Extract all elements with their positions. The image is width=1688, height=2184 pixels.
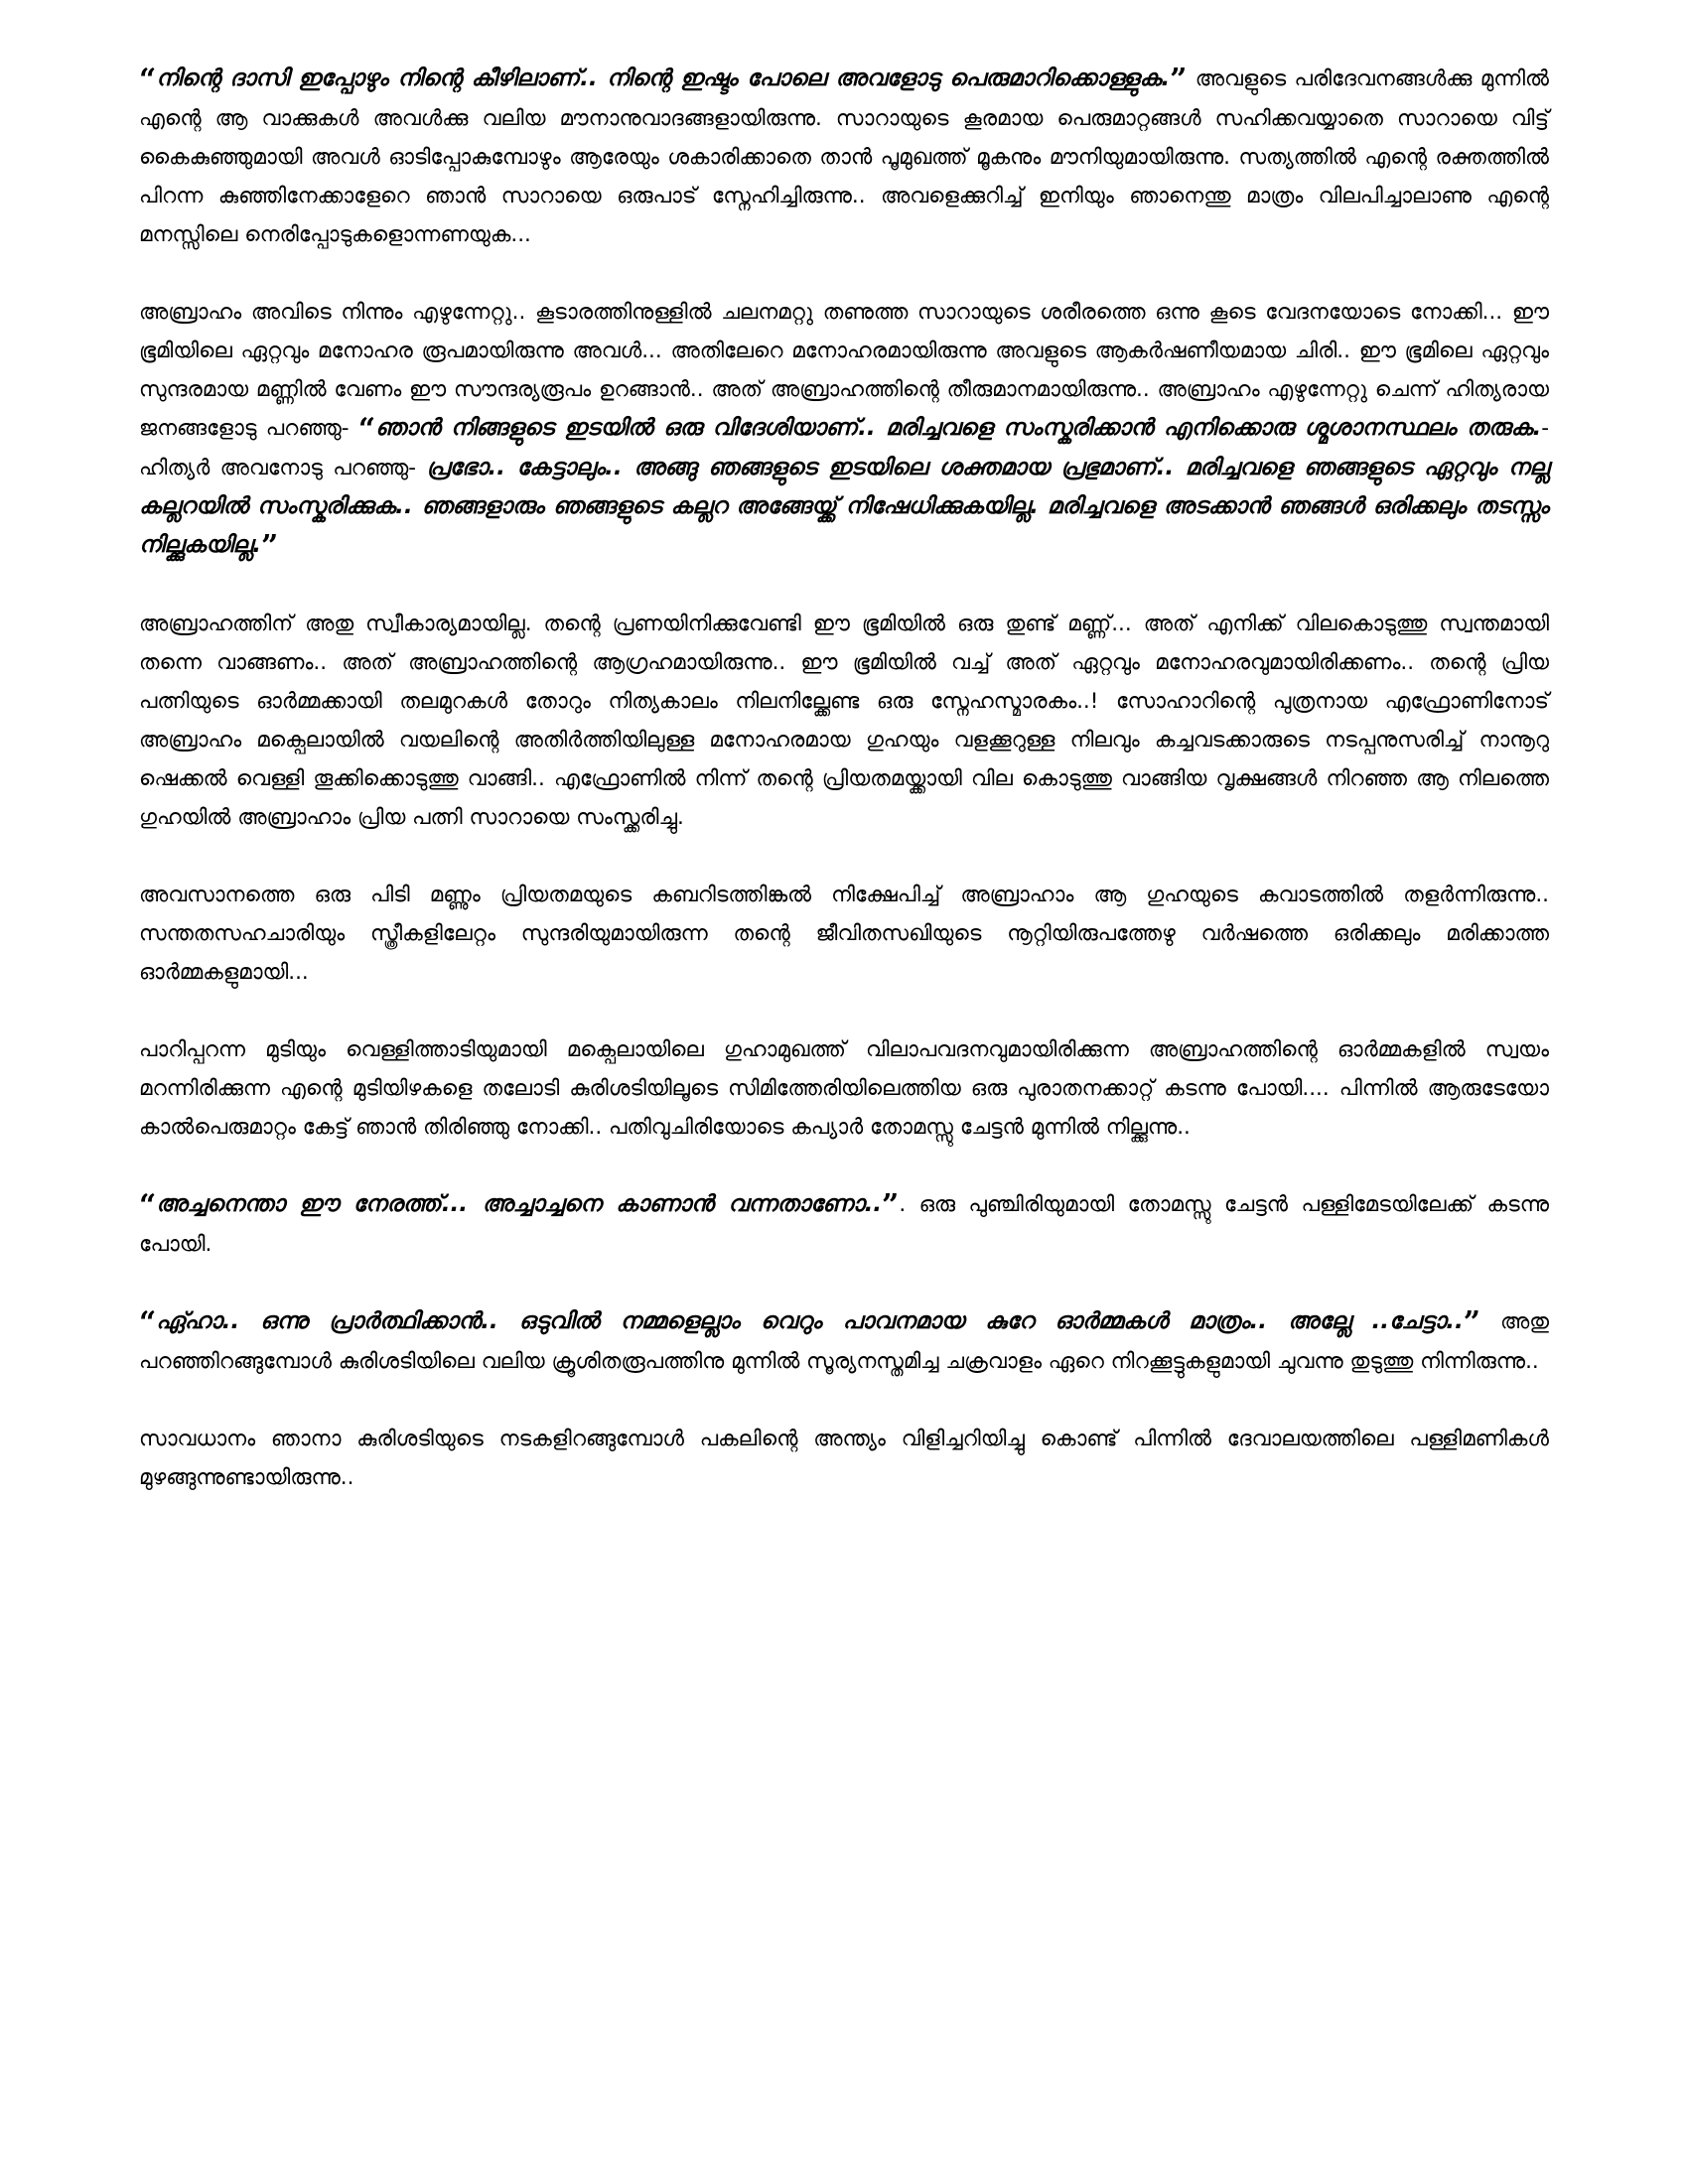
quoted-speech: പ്രഭോ.. കേട്ടാലും.. അങ്ങു ഞങ്ങളുടെ ഇടയിലെ ശക്തമായ പ്രഭുമാണ്.. മരിച്ചവളെ ഞങ്ങളുടെ ഏറ്റവും നല്ല കല്ലറയിൽ സംസ്കരിക്കുക.. ഞങ്ങളാരും ഞങ്ങളുടെ കല്ലറ അങ്ങേയ്ക്ക് നിഷേധിക്കുകയില്ല. മരിച്ചവളെ അടക്കാൻ ഞങ്ങൾ ഒരിക്കലും തടസ്സം നില്ക്കുകയില്ല. xyxy=(139,455,1549,558)
quoted-speech: അച്ചനെന്താ ഈ നേരത്ത്... അച്ചാച്ചനെ കാണാൻ വന്നതാണോ.. xyxy=(156,1191,883,1217)
paragraph-text: സാവധാനം ഞാനാ കുരിശടിയുടെ നടകളിറങ്ങുമ്പോൾ പകലിന്റെ അന്ത്യം വിളിച്ചറിയിച്ചു കൊണ്ട് പിന്നിൽ ദേവാലയത്തിലെ പള്ളിമണികൾ മുഴങ്ങുന്നുണ്ടായിരുന്നു.. xyxy=(139,1427,1549,1490)
paragraph-text: അബ്രാഹത്തിന് അതു സ്വീകാര്യമായില്ല. തന്റെ പ്രണയിനിക്കുവേണ്ടി ഈ ഭൂമിയിൽ ഒരു തുണ്ട് മണ്ണ്... അത് എനിക്ക് വിലകൊടുത്തു സ്വന്തമായി തന്നെ വാങ്ങണം.. അത് അബ്രാഹത്തിന്റെ ആഗ്രഹമായിരുന്നു.. ഈ ഭൂമിയിൽ വച്ച് അത് ഏറ്റവും മനോഹരവുമായിരിക്കണം.. തന്റെ പ്രിയ പത്നിയുടെ ഓർമ്മക്കായി തലമുറകൾ തോറും നിത്യകാലം നിലനില്ക്കേണ്ട ഒരു സ്നേഹസ്മാരകം..! സോഹാറിന്റെ പുത്രനായ എഫ്രോണിനോട് അബ്രാഹം മക്പെലായിൽ വയലിന്റെ അതിർത്തിയിലുള്ള മനോഹരമായ ഗുഹയും വളക്കൂറുള്ള നിലവും കച്ചവടക്കാരുടെ നടപ്പനുസരിച്ച് നാനൂറു ഷെക്കൽ വെള്ളി തൂക്കിക്കൊടുത്തു വാങ്ങി.. എഫ്രോണിൽ നിന്ന് തന്റെ പ്രിയതമയ്ക്കായി വില കൊടുത്തു വാങ്ങിയ വൃക്ഷങ്ങൾ നിറഞ്ഞ ആ നിലത്തെ ഗുഹയിൽ അബ്രാഹാം പ്രിയ പത്നി സാറായെ സംസ്ക്കരിച്ചു. xyxy=(139,612,1549,830)
open-quote: “ xyxy=(139,1305,157,1340)
paragraph-7 xyxy=(139,1302,1549,1381)
quoted-speech: നിന്റെ ദാസി ഇപ്പോഴും നിന്റെ കീഴിലാണ്.. നിന്റെ ഇഷ്ടം പോലെ അവളോടു പെരുമാറിക്കൊള്ളുക. xyxy=(156,66,1171,91)
close-quote: ” xyxy=(882,1188,900,1223)
close-quote: ” xyxy=(261,529,279,564)
paragraph-text: - ഹിത്യർ അവനോടു പറഞ്ഞു- xyxy=(139,416,1549,480)
paragraph-5 xyxy=(139,1030,1549,1147)
paragraph-1 xyxy=(139,60,1549,254)
paragraph-text: അവളുടെ പരിദേവനങ്ങൾക്കു മുന്നിൽ എന്റെ ആ വാക്കുകൾ അവൾക്കു വലിയ മൗനാനുവാദങ്ങളായിരുന്നു. സാറായുടെ കൂരമായ പെരുമാറ്റങ്ങൾ സഹിക്കവയ്യാതെ സാറായെ വിട്ട് കൈകുഞ്ഞുമായി അവൾ ഓടിപ്പോകുമ്പോഴും ആരേയും ശകാരിക്കാതെ താൻ പൂമുഖത്ത് മൂകനും മൗനിയുമായിരുന്നു. സത്യത്തിൽ എന്റെ രക്തത്തിൽ പിറന്ന കുഞ്ഞിനേക്കാളേറെ ഞാൻ സാറായെ ഒരുപാട് സ്നേഹിച്ചിരുന്നു.. അവളെക്കുറിച്ച് ഇനിയും ഞാനെന്തു മാത്രം വിലപിച്ചാലാണു എന്റെ മനസ്സിലെ നെരിപ്പോടുകളൊന്നണയുക... xyxy=(139,67,1549,247)
paragraph-3 xyxy=(139,605,1549,837)
paragraph-text: . ഒരു പുഞ്ചിരിയുമായി തോമസ്സു ചേട്ടൻ പള്ളിമേടയിലേക്ക് കടന്നു പോയി. xyxy=(139,1192,1549,1257)
paragraph-text: അബ്രാഹം അവിടെ നിന്നും എഴുന്നേറ്റു.. കൂടാരത്തിനുള്ളിൽ ചലനമറ്റു തണുത്ത സാറായുടെ ശരീരത്തെ ഒന്നു കൂടെ വേദനയോടെ നോക്കി... ഈ ഭൂമിയിലെ ഏറ്റവും മനോഹര രൂപമായിരുന്നു അവൾ... അതിലേറെ മനോഹരമായിരുന്നു അവളുടെ ആകർഷണീയമായ ചിരി.. ഈ ഭൂമിലെ ഏറ്റവും സുന്ദരമായ മണ്ണിൽ വേണം ഈ സൗന്ദര്യരൂപം ഉറങ്ങാൻ.. അത് അബ്രാഹത്തിന്റെ തീരുമാനമായിരുന്നു.. അബ്രാഹം എഴുന്നേറ്റു ചെന്ന് ഹിത്യരായ ജനങ്ങളോടു പറഞ്ഞു- xyxy=(139,300,1549,441)
document-page xyxy=(139,60,1549,1536)
paragraph-text: അതു പറഞ്ഞിറങ്ങുമ്പോൾ കുരിശടിയിലെ വലിയ ക്രൂശിതരൂപത്തിനു മുന്നിൽ സൂര്യനസ്തമിച്ച ചക്രവാളം ഏറെ നിറക്കൂട്ടുകളുമായി ചുവന്നു തുടുത്തു നിന്നിരുന്നു.. xyxy=(139,1309,1549,1374)
close-quote: ” xyxy=(1170,63,1188,97)
paragraph-text: അവസാനത്തെ ഒരു പിടി മണ്ണും പ്രിയതമയുടെ കബറിടത്തിങ്കൽ നിക്ഷേപിച്ച് അബ്രാഹാം ആ ഗുഹയുടെ കവാടത്തിൽ തളർന്നിരുന്നു.. സന്തതസഹചാരിയും സ്ത്രീകളിലേറ്റം സുന്ദരിയുമായിരുന്ന തന്റെ ജീവിതസഖിയുടെ നൂറ്റിയിരുപത്തേഴു വർഷത്തെ ഒരിക്കലും മരിക്കാത്ത ഓർമ്മകളുമായി... xyxy=(139,883,1549,985)
open-quote: “ xyxy=(139,1188,157,1223)
quoted-speech: ഏ്ഹാ.. ഒന്നു പ്രാർത്ഥിക്കാൻ.. ഒടുവിൽ നമ്മളെല്ലാം വെറും പാവനമായ കുറേ ഓർമ്മകൾ മാത്രം.. അല്ലേ ..ചേട്ടാ.. xyxy=(156,1308,1464,1334)
paragraph-text: പാറിപ്പറന്ന മുടിയും വെള്ളിത്താടിയുമായി മക്പെലായിലെ ഗുഹാമുഖത്ത് വിലാപവദനവുമായിരിക്കുന്ന അബ്രാഹത്തിന്റെ ഓർമ്മകളിൽ സ്വയം മറന്നിരിക്കുന്ന എന്റെ മുടിയിഴകളെ തലോടി കുരിശടിയിലൂടെ സിമിത്തേരിയിലെത്തിയ ഒരു പുരാതനക്കാറ്റ് കടന്നു പോയി.... പിന്നിൽ ആരുടേയോ കാൽപെരുമാറ്റം കേട്ട് ഞാൻ തിരിഞ്ഞു നോക്കി.. പതിവുചിരിയോടെ കപ്യാർ തോമസ്സു ചേട്ടൻ മുന്നിൽ നില്ക്കുന്നു.. xyxy=(139,1037,1549,1140)
paragraph-4 xyxy=(139,876,1549,992)
open-quote: “ xyxy=(139,63,157,97)
paragraph-2 xyxy=(139,293,1549,566)
quoted-speech: ഞാൻ നിങ്ങളുടെ ഇടയിൽ ഒരു വിദേശിയാണ്.. മരിച്ചവളെ സംസ്കരിക്കാൻ എനിക്കൊരു ശ്മശാനസ്ഥലം തരുക. xyxy=(375,415,1542,441)
close-quote: ” xyxy=(1463,1305,1481,1340)
open-quote: “ xyxy=(357,412,376,447)
paragraph-8 xyxy=(139,1420,1549,1497)
paragraph-6 xyxy=(139,1185,1549,1264)
